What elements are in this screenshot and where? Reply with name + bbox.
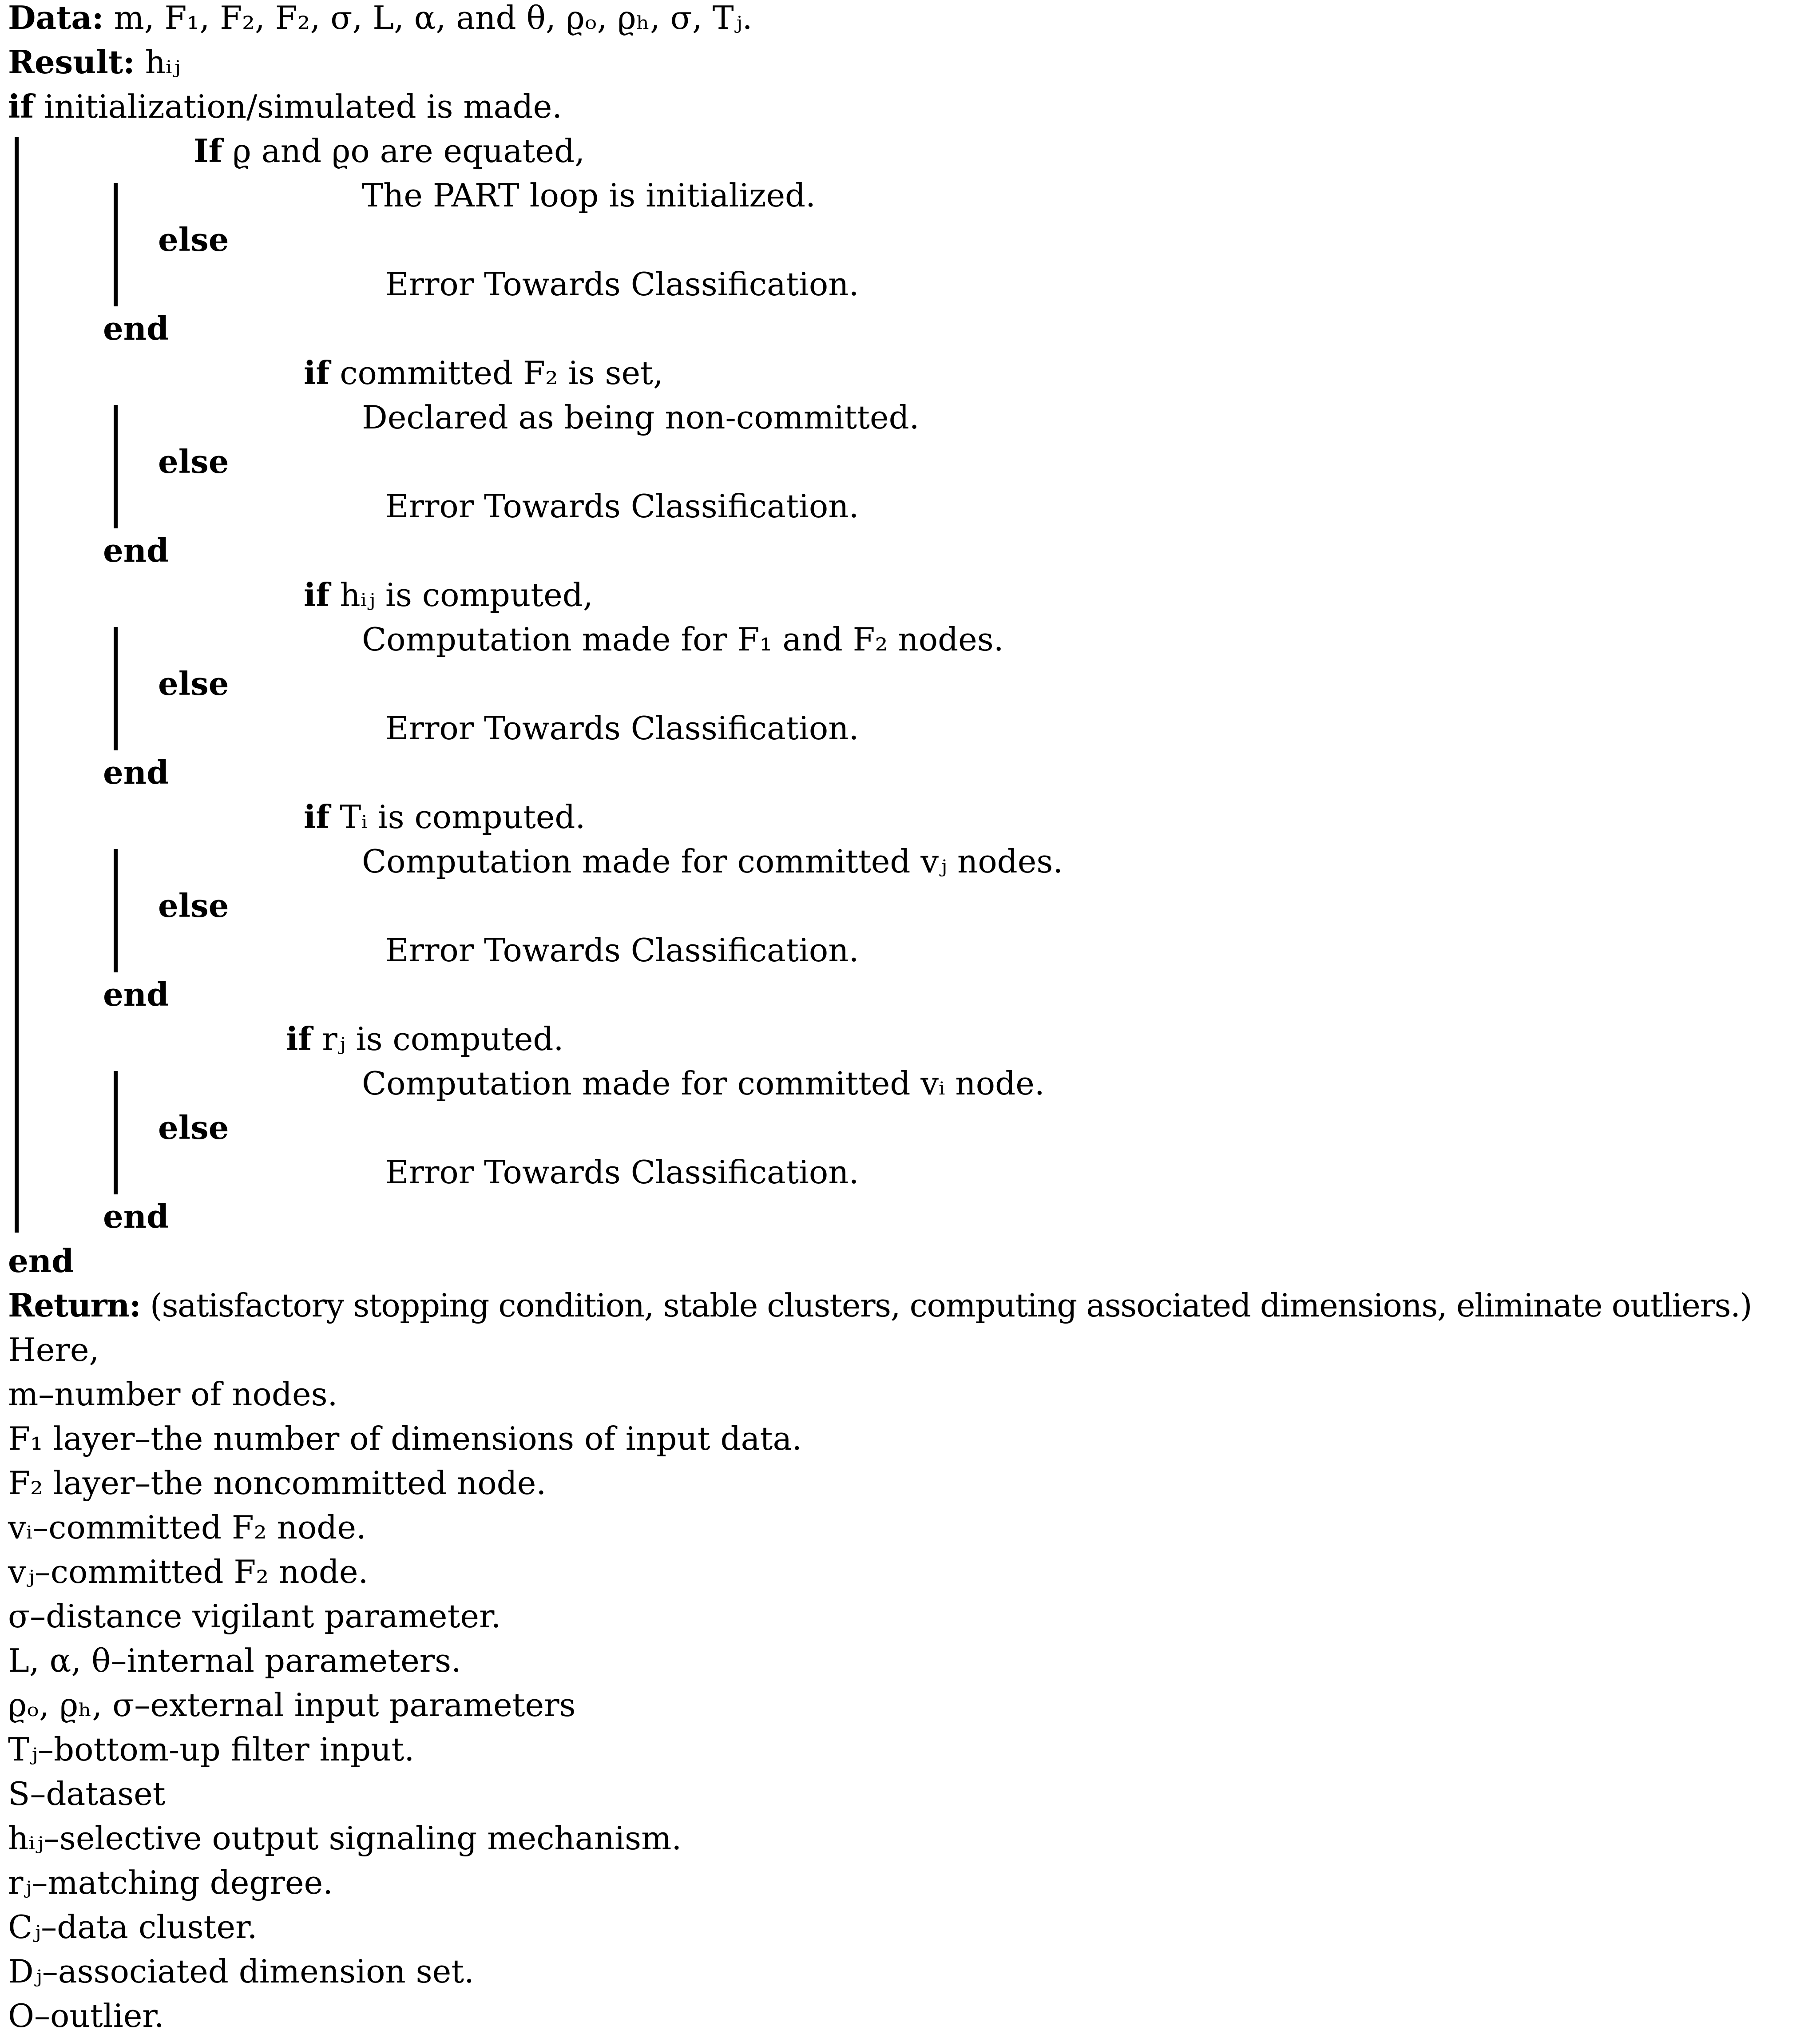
block-2-else: else [158,443,229,480]
legend-item: m–number of nodes. [8,1376,338,1413]
block-1-condition: ϱ and ϱo are equated, [232,132,585,170]
block-5-condition: rⱼ is computed. [322,1020,564,1058]
result-keyword: Result: [8,43,135,81]
legend-item: O–outlier. [8,1997,164,2034]
block-4-else-action: Error Towards Classification. [385,932,859,969]
block-4-end: end [103,975,169,1013]
block-4-if-keyword: if [304,798,330,836]
block-2-bar [114,405,118,528]
block-5-end: end [103,1197,169,1235]
block-1-else: else [158,221,229,258]
block-4-bar [114,849,118,972]
legend-item: Cⱼ–data cluster. [8,1908,258,1946]
return-line [8,1284,1752,1327]
legend-item: ϱₒ, ϱₕ, σ–external input parameters [8,1686,576,1724]
legend-item: Dⱼ–associated dimension set. [8,1953,475,1990]
result-text: hᵢⱼ [145,44,181,81]
block-2-condition: committed F₂ is set, [340,354,663,392]
legend-item: rⱼ–matching degree. [8,1864,333,1901]
block-3-else-action: Error Towards Classification. [385,710,859,747]
return-text: (satisfactory stopping condition, stable clusters, computing associated dimensions, eliminate outliers.) [150,1287,1752,1324]
outer-if-text: initialization/simulated is made. [44,88,563,125]
block-5-bar [114,1071,118,1194]
block-3-action: Computation made for F₁ and F₂ nodes. [362,621,1004,658]
block-4-else: else [158,887,229,924]
legend-item: F₁ layer–the number of dimensions of input data. [8,1420,802,1457]
block-2-end: end [103,531,169,569]
block-5-else-action: Error Towards Classification. [385,1154,859,1191]
block-1-bar [114,183,118,306]
block-5-if-keyword: if [286,1020,312,1058]
return-keyword: Return: [8,1286,141,1324]
block-4-condition: Tᵢ is computed. [340,798,586,836]
result-line [8,41,180,83]
block-4-condition-line [304,796,585,838]
block-1-action: The PART loop is initialized. [362,177,816,214]
block-3-condition: hᵢⱼ is computed, [340,576,593,614]
block-1-if-keyword: If [194,132,222,170]
legend-item: hᵢⱼ–selective output signaling mechanism. [8,1820,682,1857]
block-3-bar [114,627,118,750]
block-5-action: Computation made for committed vᵢ node. [362,1065,1045,1102]
outer-block-bar [15,137,19,1233]
outer-if-keyword: if [8,87,34,125]
legend-item: σ–distance vigilant parameter. [8,1598,501,1635]
legend-item: vⱼ–committed F₂ node. [8,1553,369,1590]
block-3-else: else [158,665,229,702]
legend-item: L, α, θ–internal parameters. [8,1642,461,1679]
here-line: Here, [8,1331,99,1368]
block-2-action: Declared as being non-committed. [362,399,920,436]
legend-item: Tⱼ–bottom-up filter input. [8,1731,415,1768]
legend-item: F₂ layer–the noncommitted node. [8,1464,547,1502]
block-2-condition-line [304,352,663,394]
data-line [8,0,753,39]
data-text: m, F₁, F₂, F₂, σ, L, α, and θ, ϱₒ, ϱₕ, σ, Tⱼ. [114,0,753,36]
block-1-end: end [103,309,169,347]
outer-if-line [8,85,562,128]
block-5-condition-line [286,1018,563,1060]
legend-item: vᵢ–committed F₂ node. [8,1509,366,1546]
block-3-if-keyword: if [304,576,330,614]
outer-end: end [8,1242,74,1280]
block-3-end: end [103,753,169,791]
block-5-else: else [158,1109,229,1146]
legend-item: S–dataset [8,1775,166,1812]
block-1-else-action: Error Towards Classification. [385,266,859,303]
block-2-else-action: Error Towards Classification. [385,488,859,525]
data-keyword: Data: [8,0,104,36]
block-2-if-keyword: if [304,354,330,392]
block-1-condition-line [194,130,585,172]
block-4-action: Computation made for committed vⱼ nodes. [362,843,1063,880]
block-3-condition-line [304,574,593,616]
